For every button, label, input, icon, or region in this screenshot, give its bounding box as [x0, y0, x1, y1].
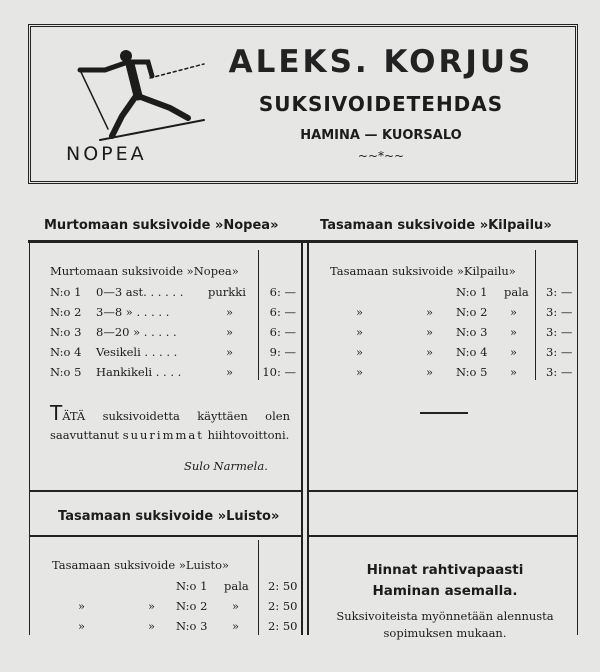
unit: » — [226, 365, 234, 379]
kilpailu-price-rule — [535, 250, 536, 380]
ditto-mark: » — [356, 345, 364, 359]
product-number: N:o 3 — [456, 325, 488, 339]
ditto-mark: » — [426, 365, 434, 379]
discount-note-line1: Suksivoiteista myönnetään alennusta — [336, 609, 554, 623]
dash-ornament — [420, 412, 468, 414]
testimonial — [50, 401, 290, 445]
luisto-title-rule — [30, 535, 301, 537]
unit: » — [510, 365, 518, 379]
ditto-mark: » — [148, 619, 156, 633]
price: 2: 50 — [268, 599, 298, 613]
product-number: N:o 1 — [50, 285, 82, 299]
price: 6: — — [269, 325, 296, 339]
unit: » — [510, 325, 518, 339]
product-number: N:o 5 — [50, 365, 82, 379]
price: 3: — — [546, 305, 573, 319]
ditto-mark: » — [78, 619, 86, 633]
price: 3: — — [546, 345, 573, 359]
kilpailu-list-heading: Tasamaan suksivoide »Kilpailu» — [330, 264, 516, 278]
product-number: N:o 5 — [456, 365, 488, 379]
price: 2: 50 — [268, 579, 298, 593]
unit: » — [226, 305, 234, 319]
ditto-mark: » — [356, 325, 364, 339]
ditto-mark: » — [426, 345, 434, 359]
testimonial-text: ÄTÄ suksivoidetta käyttäen olen saavuttanut — [50, 409, 290, 442]
unit: » — [510, 305, 518, 319]
product-number: N:o 4 — [456, 345, 488, 359]
product-number: N:o 1 — [456, 285, 488, 299]
testimonial-dropcap: T — [50, 401, 63, 425]
unit: » — [226, 325, 234, 339]
price: 6: — — [269, 305, 296, 319]
nopea-section-title: Murtomaan suksivoide »Nopea» — [44, 218, 279, 233]
shipping-note — [312, 560, 578, 602]
skier-icon — [70, 44, 210, 144]
product-number: N:o 2 — [50, 305, 82, 319]
unit: » — [232, 599, 240, 613]
nopea-bottom-rule — [30, 490, 301, 492]
unit: pala — [504, 285, 529, 299]
unit: » — [226, 345, 234, 359]
ditto-mark: » — [356, 305, 364, 319]
shipping-note-line2: Haminan asemalla. — [372, 583, 518, 599]
unit: pala — [224, 579, 249, 593]
unit: » — [232, 619, 240, 633]
product-number: N:o 4 — [50, 345, 82, 359]
ditto-mark: » — [426, 325, 434, 339]
column-divider-right — [307, 243, 309, 635]
logo-text: NOPEA — [66, 143, 147, 165]
price: 9: — — [269, 345, 296, 359]
product-number: N:o 3 — [176, 619, 208, 633]
product-description: 8—20 » . . . . . — [96, 325, 177, 339]
testimonial-emphasis: suurimmat — [122, 428, 204, 442]
column-divider-left — [301, 243, 303, 635]
product-description: 0—3 ast. . . . . . — [96, 285, 184, 299]
luisto-price-rule — [258, 540, 259, 635]
luisto-list-heading: Tasamaan suksivoide »Luisto» — [52, 558, 230, 572]
company-name: ALEKS. KORJUS — [228, 44, 534, 80]
discount-note — [312, 608, 578, 642]
luisto-section-title: Tasamaan suksivoide »Luisto» — [58, 509, 280, 524]
ditto-mark: » — [148, 599, 156, 613]
testimonial-signer: Sulo Narmela. — [184, 459, 268, 473]
unit: purkki — [208, 285, 246, 299]
shipping-note-line1: Hinnat rahtivapaasti — [366, 562, 524, 578]
nopea-list-heading: Murtomaan suksivoide »Nopea» — [50, 264, 239, 278]
product-description: 3—8 » . . . . . — [96, 305, 170, 319]
product-description: Vesikeli . . . . . — [96, 345, 178, 359]
product-number: N:o 2 — [456, 305, 488, 319]
discount-note-line2: sopimuksen mukaan. — [383, 626, 507, 640]
ornament: ~~*~~ — [357, 149, 405, 163]
location: HAMINA — KUORSALO — [300, 128, 462, 143]
product-number: N:o 3 — [50, 325, 82, 339]
kilpailu-bottom-rule — [309, 490, 577, 492]
price: 2: 50 — [268, 619, 298, 633]
price: 6: — — [269, 285, 296, 299]
ditto-mark: » — [426, 305, 434, 319]
product-description: Hankikeli . . . . — [96, 365, 182, 379]
ditto-mark: » — [78, 599, 86, 613]
price: 3: — — [546, 325, 573, 339]
kilpailu-section-title: Tasamaan suksivoide »Kilpailu» — [320, 218, 552, 233]
factory-name: SUKSIVOIDETEHDAS — [258, 92, 504, 116]
nopea-price-rule — [258, 250, 259, 380]
price: 3: — — [546, 365, 573, 379]
divider-top — [28, 240, 578, 243]
product-number: N:o 1 — [176, 579, 208, 593]
price: 3: — — [546, 285, 573, 299]
price: 10: — — [262, 365, 296, 379]
testimonial-end: hiihtovoittoni. — [207, 428, 290, 442]
frame-left — [29, 243, 30, 635]
ditto-mark: » — [356, 365, 364, 379]
product-number: N:o 2 — [176, 599, 208, 613]
notes-top-rule — [309, 535, 577, 537]
unit: » — [510, 345, 518, 359]
